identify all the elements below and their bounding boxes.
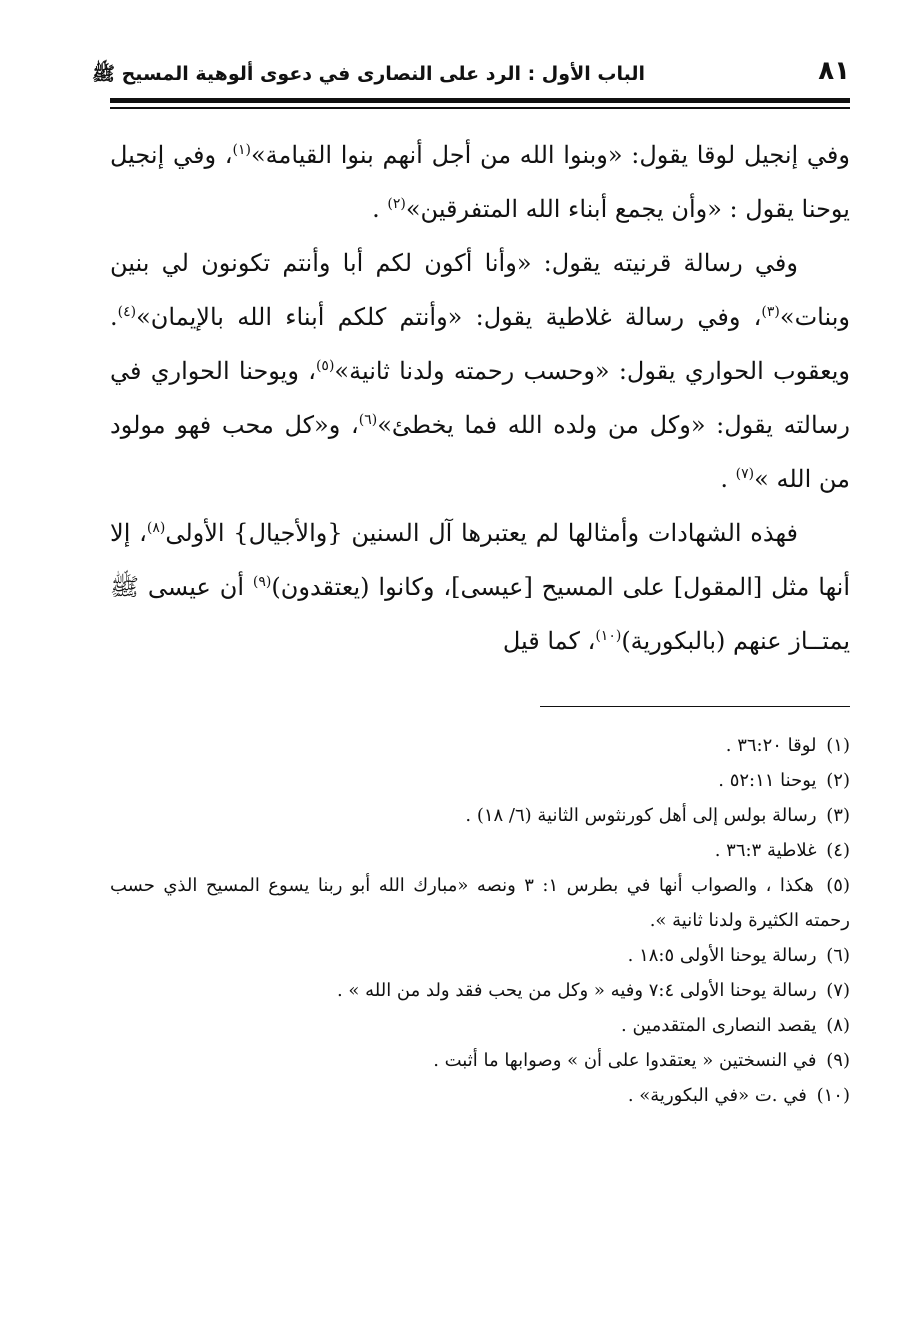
footnote-ref: (٣) <box>761 304 780 320</box>
text-run: أن عيسى ﷺ يمتــاز عنهم (بالبكورية) <box>110 573 850 655</box>
footnote-text: يقصد النصارى المتقدمين . <box>621 1015 817 1036</box>
paragraph-2 <box>110 236 850 506</box>
footnote-ref: (٩) <box>252 574 272 590</box>
paragraph-3 <box>110 506 850 668</box>
footnote-item <box>110 1078 850 1113</box>
footnote-number: (٥) <box>826 875 850 896</box>
footnote-number: (٧) <box>826 980 850 1001</box>
text-run: فهذه الشهادات وأمثالها لم يعتبرها آل السنين {والأجيال} الأولى <box>165 519 799 547</box>
footnote-number: (٦) <box>826 945 850 966</box>
text-run: . <box>720 465 736 493</box>
footnote-ref: (٥) <box>315 358 335 374</box>
text-run: . <box>372 195 388 223</box>
footnote-ref: (٤) <box>117 304 137 320</box>
footnote-number: (١) <box>826 735 850 756</box>
footnote-ref: (١) <box>232 142 251 158</box>
footnote-ref: (٧) <box>735 466 755 482</box>
footnote-number: (٩) <box>826 1050 850 1071</box>
footnote-number: (٨) <box>826 1015 850 1036</box>
footnote-item <box>110 1043 850 1078</box>
page-number: ٨١ <box>818 56 850 86</box>
footnote-text: رسالة بولس إلى أهل كورنثوس الثانية (٦/ ١٨) . <box>465 805 817 826</box>
text-run: ، وفي رسالة غلاطية يقول: «وأنتم كلكم أبناء الله بالإيمان» <box>136 303 762 331</box>
footnote-number: (٤) <box>826 840 850 861</box>
footnote-item <box>110 728 850 763</box>
footnote-item <box>110 833 850 868</box>
running-title: الباب الأول : الرد على النصارى في دعوى ألوهية المسيح ﷺ <box>92 63 645 85</box>
footnotes <box>110 728 850 1113</box>
footnote-text: لوقا ٣٦:٢٠ . <box>725 735 817 756</box>
footnote-text: غلاطية ٣٦:٣ . <box>714 840 817 861</box>
text-run: ، ويوحنا الحواري في رسالته يقول: «وكل من ولده الله فما يخطئ» <box>110 357 851 439</box>
footnote-number: (٣) <box>826 805 850 826</box>
footnote-ref: (١٠) <box>595 628 622 644</box>
footnote-ref: (٨) <box>146 520 166 536</box>
text-run: ، و«كل محب فهو مولود من الله » <box>110 411 850 493</box>
footnote-text: في النسختين « يعتقدوا على أن » وصوابها ما أثبت . <box>433 1050 817 1071</box>
footnote-item <box>110 1008 850 1043</box>
footnote-number: (٢) <box>826 770 850 791</box>
text-run: ، وفي إنجيل يوحنا يقول : «وأن يجمع أبناء الله المتفرقين» <box>110 141 850 223</box>
text-run: وفي إنجيل لوقا يقول: «وبنوا الله من أجل أنهم بنوا القيامة» <box>250 141 850 169</box>
header-rule-thin <box>110 107 850 109</box>
footnote-ref: (٢) <box>387 196 406 212</box>
footnote-item <box>110 798 850 833</box>
footnote-item <box>110 938 850 973</box>
text-run: ، كما قيل <box>502 627 596 655</box>
footnote-text: رسالة يوحنا الأولى ١٨:٥ . <box>627 945 817 966</box>
text-run: ، إلا أنها مثل [المقول] على المسيح [عيسى]، وكانوا (يعتقدون) <box>110 519 850 601</box>
footnote-ref: (٦) <box>358 412 378 428</box>
paragraph-1 <box>110 128 850 236</box>
header-rule-thick <box>110 98 850 103</box>
footnote-item <box>110 868 850 938</box>
footnote-number: (١٠) <box>816 1085 850 1106</box>
text-run: وفي رسالة قرنيته يقول: «وأنا أكون لكم أبا وأنتم تكونون لي بنين وبنات» <box>110 249 850 331</box>
main-text <box>110 128 850 668</box>
footnote-item <box>110 763 850 798</box>
footnote-text: يوحنا ٥٢:١١ . <box>718 770 817 791</box>
footnote-item <box>110 973 850 1008</box>
page-header <box>92 52 850 92</box>
footnote-text: هكذا ، والصواب أنها في بطرس ١: ٣ ونصه «مبارك الله أبو ربنا يسوع المسيح الذي حسب رحمته الكثيرة ولدنا ثانية ». <box>110 875 850 931</box>
footnote-text: رسالة يوحنا الأولى ٧:٤ وفيه « وكل من يحب فقد ولد من الله » . <box>336 980 817 1001</box>
footnote-separator <box>540 706 850 707</box>
text-run: . ويعقوب الحواري يقول: «وحسب رحمته ولدنا ثانية» <box>110 303 850 385</box>
footnote-text: في .ت «في البكورية» . <box>627 1085 807 1106</box>
